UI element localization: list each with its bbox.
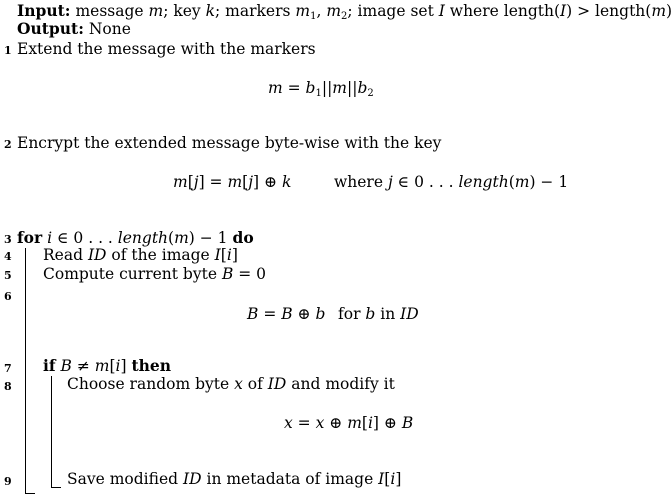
output-line [17,20,131,38]
line-number-4: 4 [4,250,12,263]
input-label: Input: [17,1,71,20]
kw-do: do [232,228,254,247]
input-line [17,2,672,20]
step-2-where: where j ∈ 0 . . . length(m) − 1 [334,173,569,191]
step-2-text: Encrypt the extended message byte-wise with the key [17,134,442,152]
step-6-tail: for b in ID [338,305,419,323]
step-5-text: Compute current byte B = 0 [43,265,267,283]
output-text: None [88,20,131,38]
step-2-formula: m[j] = m[j] ⊕ k [173,173,292,191]
step-3-for: for i ∈ 0 . . . length(m) − 1 do [17,228,254,247]
step-9-text: Save modified ID in metadata of image I[i] [67,470,402,488]
step-1-formula: $m = b_1||m||b_2$ [268,79,374,99]
kw-for: for [17,228,43,247]
output-label: Output: [17,19,84,38]
line-number-9: 9 [4,475,12,488]
line-number-7: 7 [4,362,12,375]
step-7-if: if B ≠ m[i] then [43,356,172,375]
for-block-bar [25,248,26,494]
if-block-bar [51,376,52,488]
line-number-2: 2 [4,138,12,151]
step-6-formula: B = B ⊕ b [247,305,326,323]
line-number-1: 1 [4,44,12,57]
if-block-end [51,487,61,488]
step-1-text: Extend the message with the markers [17,40,316,58]
line-number-6: 6 [4,290,12,303]
step-4-text: Read ID of the image I[i] [43,246,238,264]
kw-then: then [131,356,172,375]
line-number-3: 3 [4,233,12,246]
line-number-5: 5 [4,269,12,282]
step-8-text: Choose random byte x of ID and modify it [67,375,395,393]
step-8-formula: x = x ⊕ m[i] ⊕ B [284,414,414,432]
input-text: message m; key k; markers $m_1$, $m_2$; image set I where length(I) > length(m) [75,2,672,22]
for-block-end [25,493,35,494]
line-number-8: 8 [4,380,12,393]
kw-if: if [43,356,56,375]
